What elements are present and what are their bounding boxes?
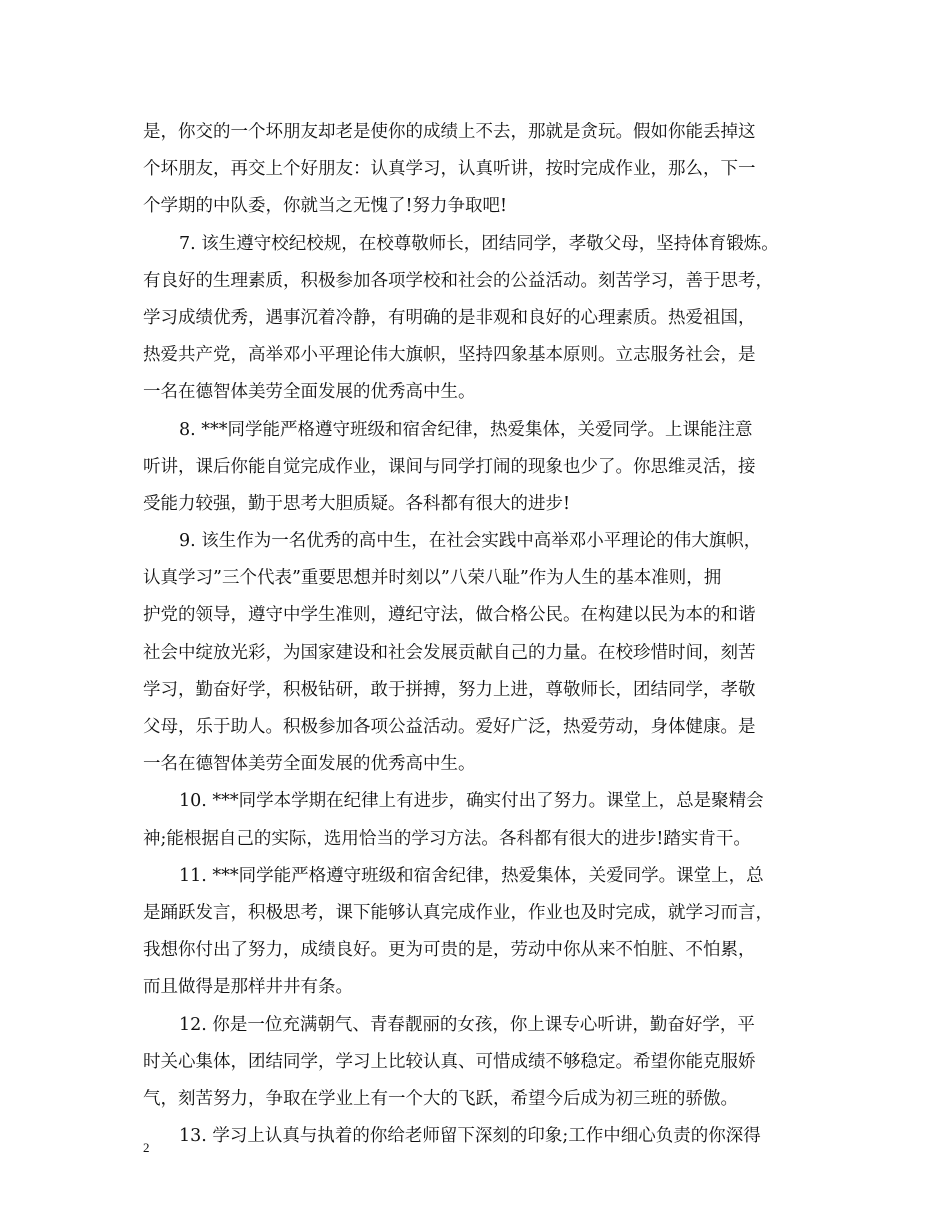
- text-line: 是，你交的一个坏朋友却老是使你的成绩上不去，那就是贪玩。假如你能丢掉这: [143, 122, 756, 142]
- text-line: 学习，勤奋好学，积极钻研，敢于拼搏，努力上进，尊敬师长，团结同学，孝敬: [143, 679, 756, 700]
- text-line: 认真学习”三个代表”重要思想并时刻以”八荣八耻”作为人生的基本准则，拥: [143, 568, 722, 589]
- paragraph-first-line: 8. ***同学能严格遵守班级和宿舍纪律，热爱集体，关爱同学。上课能注意: [179, 419, 753, 440]
- text-line: 社会中绽放光彩，为国家建设和社会发展贡献自己的力量。在校珍惜时间，刻苦: [143, 642, 756, 663]
- paragraph-first-line: 7. 该生遵守校纪校规，在校尊敬师长，团结同学，孝敬父母，坚持体育锻炼。: [179, 233, 779, 254]
- paragraph-first-line: 11. ***同学能严格遵守班级和宿舍纪律，热爱集体，关爱同学。课堂上，总: [179, 865, 764, 886]
- text-line: 神;能根据自己的实际，选用恰当的学习方法。各科都有很大的进步!踏实肯干。: [143, 828, 751, 849]
- text-line: 个坏朋友，再交上个好朋友：认真学习，认真听讲，按时完成作业，那么，下一: [143, 159, 756, 180]
- text-line: 有良好的生理素质，积极参加各项学校和社会的公益活动。刻苦学习，善于思考，: [143, 270, 773, 291]
- text-line: 父母，乐于助人。积极参加各项公益活动。爱好广泛，热爱劳动，身体健康。是: [143, 717, 756, 737]
- text-line: 护党的领导，遵守中学生准则，遵纪守法，做合格公民。在构建以民为本的和谐: [143, 605, 756, 626]
- paragraph-first-line: 13. 学习上认真与执着的你给老师留下深刻的印象;工作中细心负责的你深得: [179, 1126, 761, 1147]
- text-line: 听讲，课后你能自觉完成作业，课间与同学打闹的现象也少了。你思维灵活，接: [143, 456, 756, 477]
- page-number: 2: [143, 1140, 150, 1155]
- text-line: 而且做得是那样井井有条。: [143, 977, 353, 998]
- text-line: 学习成绩优秀，遇事沉着冷静，有明确的是非观和良好的心理素质。热爱祖国，: [143, 307, 756, 328]
- text-line: 受能力较强，勤于思考大胆质疑。各科都有很大的进步!: [143, 493, 571, 514]
- text-line: 我想你付出了努力，成绩良好。更为可贵的是，劳动中你从来不怕脏、不怕累，: [143, 940, 756, 961]
- text-line: 一名在德智体美劳全面发展的优秀高中生。: [143, 382, 476, 403]
- text-line: 气，刻苦努力，争取在学业上有一个大的飞跃，希望今后成为初三班的骄傲。: [143, 1088, 738, 1109]
- text-line: 是踊跃发言，积极思考，课下能够认真完成作业，作业也及时完成，就学习而言，: [143, 902, 773, 923]
- text-line: 一名在德智体美劳全面发展的优秀高中生。: [143, 754, 476, 775]
- paragraph-first-line: 9. 该生作为一名优秀的高中生，在社会实践中高举邓小平理论的伟大旗帜，: [179, 531, 762, 552]
- text-line: 热爱共产党，高举邓小平理论伟大旗帜，坚持四象基本原则。立志服务社会，是: [143, 345, 756, 366]
- paragraph-first-line: 10. ***同学本学期在纪律上有进步，确实付出了努力。课堂上，总是聚精会: [179, 791, 764, 812]
- document-body: [143, 114, 813, 1155]
- paragraph-first-line: 12. 你是一位充满朝气、青春靓丽的女孩，你上课专心听讲，勤奋好学，平: [179, 1014, 755, 1035]
- text-line: 时关心集体，团结同学，学习上比较认真、可惜成绩不够稳定。希望你能克服娇: [143, 1051, 756, 1072]
- text-line: 个学期的中队委，你就当之无愧了!努力争取吧!: [143, 196, 508, 217]
